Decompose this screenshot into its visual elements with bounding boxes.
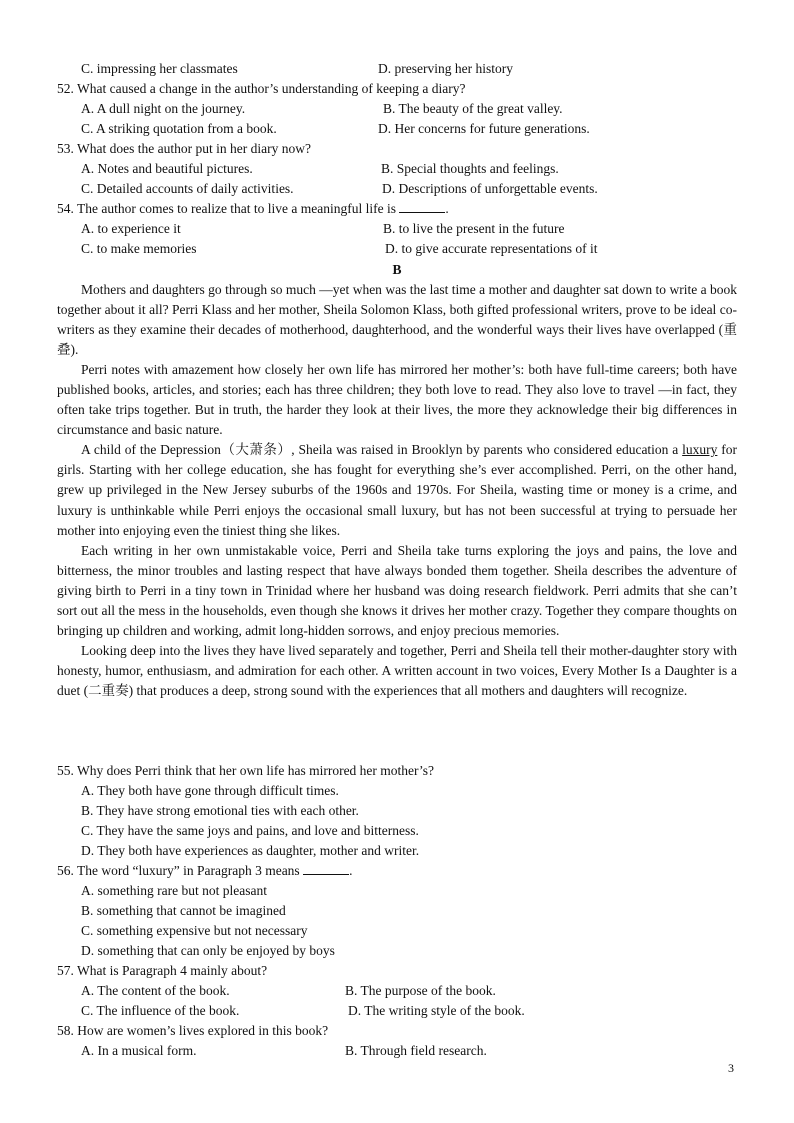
q55-option-d: D. They both have experiences as daughter, mother and writer.	[81, 843, 420, 858]
passage-paragraph-5: Looking deep into the lives they have lived separately and together, Perri and Sheila tell their mother-daughter story with honesty, humor, enthusiasm, and admiration for each other. A written account in two voices, Every Mother Is a Daughter is a duet (二重奏) that produces a deep, strong sound with the experiences that all mothers and daughters will recognize.	[57, 642, 737, 698]
q56-stem-end: .	[349, 863, 353, 878]
q55-option-b: B. They have strong emotional ties with each other.	[81, 803, 359, 818]
q58-options-row-1	[57, 1041, 737, 1061]
q52-option-a: A. A dull night on the journey.	[81, 101, 246, 116]
q57-option-c: C. The influence of the book.	[81, 1003, 240, 1018]
passage-paragraph-4: Each writing in her own unmistakable voice, Perri and Sheila take turns exploring the joys and pains, the love and bitterness, the minor troubles and lasting respect that have always bonded them together. Sheila describes the adventure of giving birth to Perri in a tiny town in Trinidad where her husband was doing research fieldwork. Perri admits that she can’t sort out all the mess in the households, even though she knows it drives her mother crazy. Together they compare thoughts on bringing up children and working, admit long-hidden sorrows, and enjoy precious memories.	[57, 542, 737, 638]
q57-option-a: A. The content of the book.	[81, 983, 230, 998]
q55-option-c: C. They have the same joys and pains, and love and bitterness.	[81, 823, 419, 838]
q55-stem: 55. Why does Perri think that her own life has mirrored her mother’s?	[57, 763, 435, 778]
q52-option-d: D. Her concerns for future generations.	[378, 121, 590, 136]
q53-option-a: A. Notes and beautiful pictures.	[81, 161, 253, 176]
q56-option-d: D. something that can only be enjoyed by boys	[81, 943, 335, 958]
q52-option-c: C. A striking quotation from a book.	[81, 121, 277, 136]
q57-option-d: D. The writing style of the book.	[348, 1003, 525, 1018]
q56-option-a: A. something rare but not pleasant	[81, 883, 267, 898]
q53-stem: 53. What does the author put in her diary now?	[57, 141, 311, 156]
page-number: 3	[728, 1061, 734, 1075]
paragraph-3-part-1: A child of the Depression（大萧条）, Sheila was raised in Brooklyn by parents who considered education a	[81, 442, 679, 458]
q54-options-row-1	[57, 219, 737, 239]
q53-option-c: C. Detailed accounts of daily activities.	[81, 181, 294, 196]
q52-options-row-2	[57, 119, 737, 139]
q58-stem: 58. How are women’s lives explored in this book?	[57, 1023, 329, 1038]
q54-stem-text: 54. The author comes to realize that to live a meaningful life is	[57, 201, 397, 216]
q56-stem	[57, 861, 737, 881]
q54-options-row-2	[57, 239, 737, 259]
q53-options-row-1	[57, 159, 737, 179]
q58-option-a: A. In a musical form.	[81, 1043, 197, 1058]
q53-option-b: B. Special thoughts and feelings.	[381, 161, 559, 176]
passage-paragraph-1: Mothers and daughters go through so much —yet when was the last time a mother and daughter sat down to write a book together about it all? Perri Klass and her mother, Sheila Solomon Klass, both gifted professional writers, prove to be ideal co-writers as they examine their decades of motherhood, daughterhood, and the wonderful ways their lives have overlapped (重叠).	[57, 282, 737, 358]
paragraph-3-part-2: for girls. Starting with her college education, she has fought for everything she’s ever accomplished. Perri, on the other hand, grew up privileged in the New Jersey suburbs of the 1960s and 1970s. For Sheila, wasting time or money is a crime, and luxury is unthinkable while Perri enjoys the occasional small luxury, but has not been successful at trying to persuade her mother into enjoying even the tiniest thing she likes.	[57, 442, 738, 538]
q54-stem	[57, 199, 737, 219]
q56-stem-text: 56. The word “luxury” in Paragraph 3 means	[57, 863, 300, 878]
q51-options-row-2	[57, 59, 737, 79]
q57-options-row-1	[57, 981, 737, 1001]
q52-stem: 52. What caused a change in the author’s understanding of keeping a diary?	[57, 81, 466, 96]
q57-stem: 57. What is Paragraph 4 mainly about?	[57, 963, 268, 978]
q57-option-b: B. The purpose of the book.	[345, 983, 496, 998]
q54-stem-end: .	[445, 201, 449, 216]
q51-option-c: C. impressing her classmates	[81, 61, 238, 76]
q57-options-row-2	[57, 1001, 737, 1021]
answer-blank	[303, 862, 349, 875]
q56-option-b: B. something that cannot be imagined	[81, 903, 286, 918]
q56-option-c: C. something expensive but not necessary	[81, 923, 308, 938]
q54-option-a: A. to experience it	[81, 221, 181, 236]
q52-options-row-1	[57, 99, 737, 119]
q52-option-b: B. The beauty of the great valley.	[383, 101, 563, 116]
passage-paragraph-3	[57, 440, 737, 540]
q55-option-a: A. They both have gone through difficult times.	[81, 783, 339, 798]
q58-option-b: B. Through field research.	[345, 1043, 487, 1058]
q54-option-d: D. to give accurate representations of it	[385, 241, 598, 256]
answer-blank	[399, 200, 445, 213]
q53-option-d: D. Descriptions of unforgettable events.	[382, 181, 598, 196]
section-heading-b: B	[392, 262, 402, 277]
underlined-word-luxury: luxury	[682, 442, 718, 458]
q51-option-d: D. preserving her history	[378, 61, 513, 76]
passage-paragraph-2: Perri notes with amazement how closely her own life has mirrored her mother’s: both have full-time careers; both have published books, articles, and stories; each has three children; they both love to read. They also love to travel —in fact, they often take trips together. But in truth, the harder they look at their lives, the more they acknowledge their big differences in circumstance and basic nature.	[57, 362, 737, 438]
q53-options-row-2	[57, 179, 737, 199]
q54-option-c: C. to make memories	[81, 241, 197, 256]
passage-b	[57, 280, 737, 701]
q54-option-b: B. to live the present in the future	[383, 221, 565, 236]
